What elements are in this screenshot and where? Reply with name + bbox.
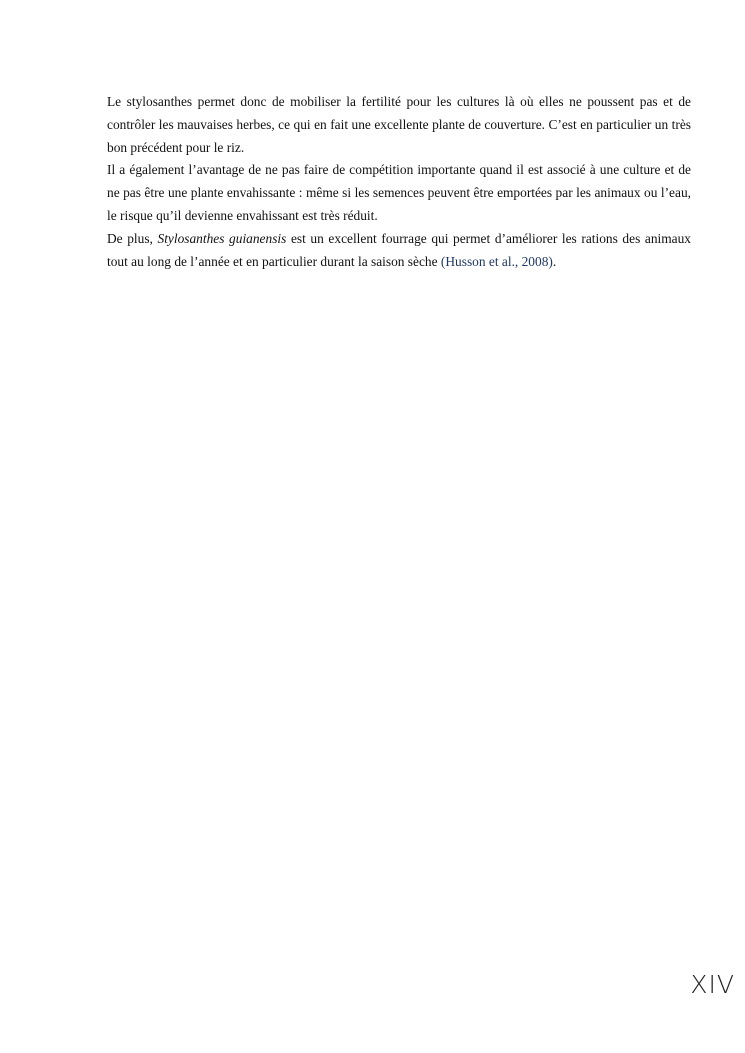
page-number: XIV [690, 970, 735, 999]
paragraph-fodder-body: est un excellent fourrage qui permet d’améliorer les rations des animaux tout au long de l’année et en particulier durant la saison sèche [107, 230, 691, 269]
paragraph-stylosanthes-fertility: Le stylosanthes permet donc de mobiliser la fertilité pour les cultures là où elles ne poussent pas et de contrôler les mauvaises herbes, ce qui en fait une excellente plante de couverture. C’est en particulier un très bon précédent pour le riz. [107, 94, 691, 155]
paragraph-competition: Il a également l’avantage de ne pas faire de compétition importante quand il est associé à une culture et de ne pas être une plante envahissante : même si les semences peuvent être emportées par les animaux ou l’eau, le risque qu’il devienne envahissant est très réduit. [107, 162, 691, 223]
paragraph-fodder [107, 228, 691, 274]
paragraph-fodder-end: . [552, 253, 557, 269]
body-text [107, 91, 691, 273]
species-name: Stylosanthes guianensis [157, 230, 287, 246]
citation-link[interactable]: (Husson et al., 2008) [440, 253, 553, 269]
paragraph-fodder-intro: De plus, [107, 230, 158, 246]
